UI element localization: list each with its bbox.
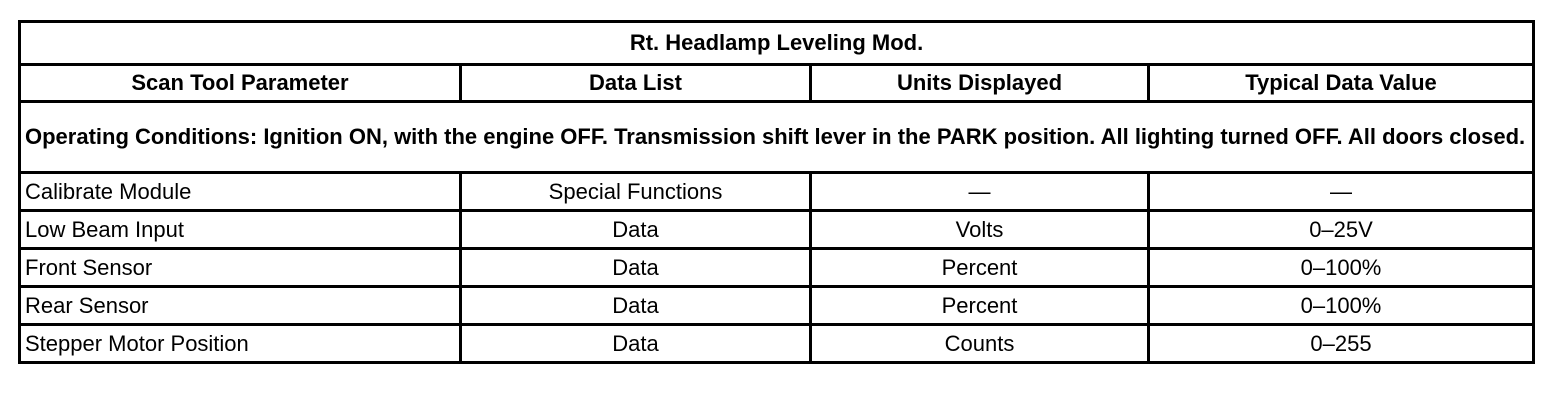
cell-units: —: [811, 173, 1149, 211]
cell-typical-value: 0–100%: [1149, 287, 1534, 325]
table-title-row: [20, 22, 1534, 65]
table-row: [20, 287, 1534, 325]
cell-parameter: Stepper Motor Position: [20, 325, 461, 363]
header-typical-data-value: Typical Data Value: [1149, 65, 1534, 102]
cell-typical-value: 0–100%: [1149, 249, 1534, 287]
table-header-row: [20, 65, 1534, 102]
cell-typical-value: 0–255: [1149, 325, 1534, 363]
cell-parameter: Low Beam Input: [20, 211, 461, 249]
table-row: [20, 211, 1534, 249]
table-title: Rt. Headlamp Leveling Mod.: [20, 22, 1534, 65]
cell-parameter: Calibrate Module: [20, 173, 461, 211]
cell-data-list: Special Functions: [461, 173, 811, 211]
cell-units: Percent: [811, 249, 1149, 287]
header-units-displayed: Units Displayed: [811, 65, 1149, 102]
cell-parameter: Rear Sensor: [20, 287, 461, 325]
header-scan-tool-parameter: Scan Tool Parameter: [20, 65, 461, 102]
cell-typical-value: —: [1149, 173, 1534, 211]
cell-parameter: Front Sensor: [20, 249, 461, 287]
cell-data-list: Data: [461, 325, 811, 363]
table-row: [20, 249, 1534, 287]
cell-data-list: Data: [461, 249, 811, 287]
operating-conditions-row: [20, 102, 1534, 173]
operating-conditions: Operating Conditions: Ignition ON, with the engine OFF. Transmission shift lever in the PARK position. All lighting turned OFF. All doors closed.: [20, 102, 1534, 173]
cell-units: Percent: [811, 287, 1149, 325]
cell-units: Counts: [811, 325, 1149, 363]
header-data-list: Data List: [461, 65, 811, 102]
cell-units: Volts: [811, 211, 1149, 249]
cell-data-list: Data: [461, 211, 811, 249]
cell-data-list: Data: [461, 287, 811, 325]
table-row: [20, 325, 1534, 363]
cell-typical-value: 0–25V: [1149, 211, 1534, 249]
table-row: [20, 173, 1534, 211]
headlamp-leveling-table: [18, 20, 1535, 364]
